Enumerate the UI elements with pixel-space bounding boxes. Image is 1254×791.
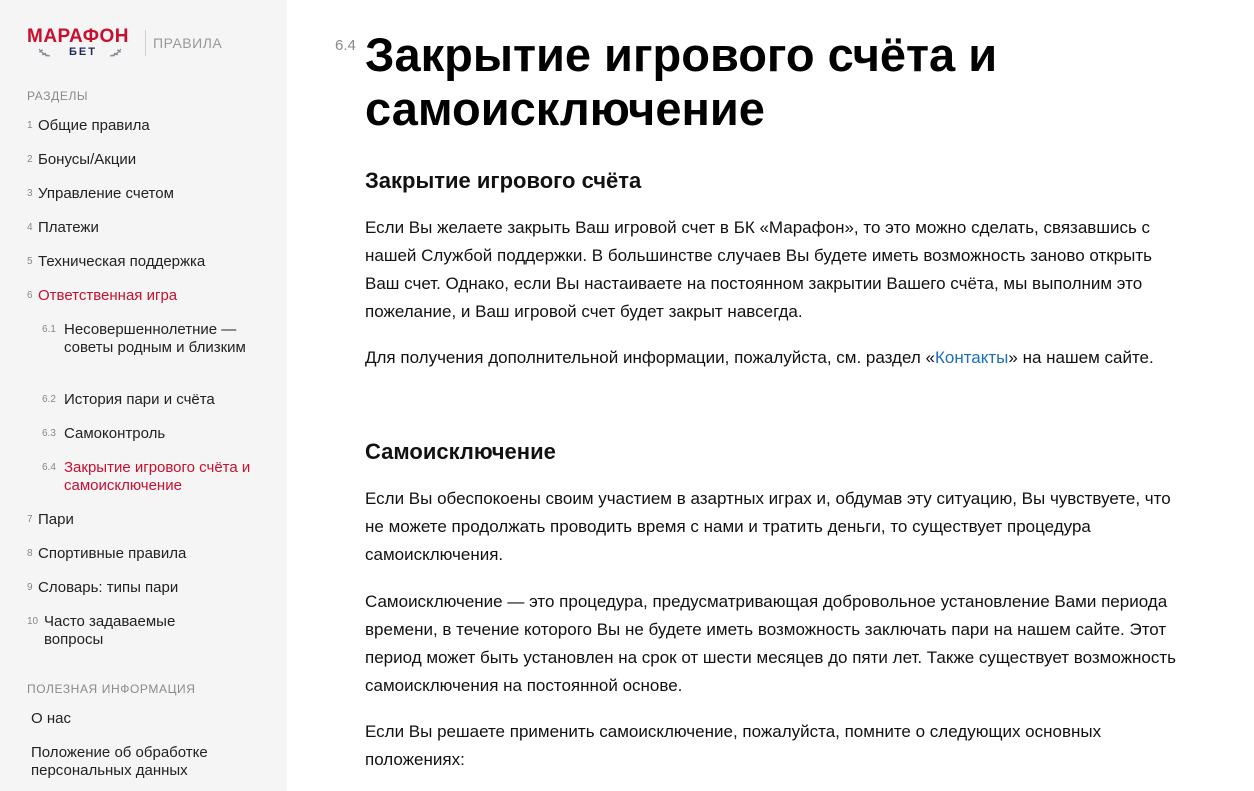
sidebar-item-glossary[interactable]: 9 Словарь: типы пари — [27, 579, 179, 596]
heading-self-exclusion: Самоисключение — [365, 439, 556, 464]
paragraph-self-exclusion-intro: Если Вы обеспокоены своим участием в азартных играх и, обдумав эту ситуацию, Вы чувствуете, что не можете продолжать проводить время с нами и тратить деньги, то существует процедура самоисключения. — [365, 489, 1171, 564]
sidebar-subitem-history[interactable]: 6.2 История пари и счёта — [42, 391, 215, 408]
sidebar-item-bets[interactable]: 7 Пари — [27, 511, 74, 528]
section-number: 6.4 — [335, 37, 356, 54]
sidebar-item-payments[interactable]: 4 Платежи — [27, 219, 99, 236]
sidebar-item-about[interactable]: О нас — [31, 710, 71, 727]
sidebar-item-bonuses[interactable]: 2 Бонусы/Акции — [27, 151, 137, 168]
sidebar-subitem-minors[interactable]: 6.1 Несовершеннолетние — советы родным и близким — [42, 321, 246, 356]
sidebar-subitem-self-exclusion[interactable]: 6.4 Закрытие игрового счёта и самоисключение — [42, 459, 251, 494]
sidebar-item-general-rules[interactable]: 1 Общие правила — [27, 117, 150, 134]
page-title: Закрытие игрового счёта и самоисключение — [365, 28, 998, 135]
paragraph-contacts: Для получения дополнительной информации, пожалуйста, см. раздел «Контакты» на нашем сайте. — [365, 348, 1154, 367]
contacts-link[interactable]: Контакты — [934, 348, 1009, 367]
laurel-right-icon — [109, 46, 123, 58]
paragraph-self-exclusion-points: Если Вы решаете применить самоисключение, пожалуйста, помните о следующих основных положениях: — [365, 722, 1102, 769]
logo-subword: БЕТ — [69, 46, 97, 58]
sidebar-item-responsible-gaming[interactable]: 6 Ответственная игра — [27, 287, 178, 304]
sidebar — [0, 0, 287, 791]
sections-label: РАЗДЕЛЫ — [27, 89, 89, 103]
logo-wordmark: МАРАФОН — [27, 26, 130, 47]
sidebar-item-account-management[interactable]: 3 Управление счетом — [27, 185, 174, 202]
paragraph-self-exclusion-definition: Самоисключение — это процедура, предусматривающая добровольное установление Вами периода времени, в течение которого Вы не будете иметь возможность заключать пари на нашем сайте. Этот период может быть установлен на срок от шести месяцев до пяти лет. Также существует возможность самоисключения на постоянной основе. — [365, 592, 1176, 695]
sidebar-subitem-self-control[interactable]: 6.3 Самоконтроль — [42, 425, 166, 442]
logo-section-label: ПРАВИЛА — [153, 35, 223, 51]
sidebar-item-personal-data[interactable]: Положение об обработке персональных данных — [31, 744, 208, 779]
useful-info-label: ПОЛЕЗНАЯ ИНФОРМАЦИЯ — [27, 682, 196, 696]
heading-account-closure: Закрытие игрового счёта — [365, 168, 642, 193]
laurel-left-icon — [37, 46, 51, 58]
sidebar-item-tech-support[interactable]: 5 Техническая поддержка — [27, 253, 206, 270]
sidebar-item-sport-rules[interactable]: 8 Спортивные правила — [27, 545, 187, 562]
paragraph-account-closure: Если Вы желаете закрыть Ваш игровой счет в БК «Марафон», то это можно сделать, связавшись с нашей Службой поддержки. В большинстве случаев Вы будете иметь возможность заново открыть Ваш счет. Однако, если Вы настаиваете на постоянном закрытии Вашего счёта, мы выполним это пожелание, и Ваш игровой счет будет закрыт навсегда. — [365, 218, 1152, 321]
main-content — [287, 0, 1254, 791]
sidebar-item-faq[interactable]: 10 Часто задаваемые вопросы — [27, 613, 176, 648]
marathon-logo[interactable] — [27, 27, 133, 59]
logo-divider — [145, 30, 146, 56]
